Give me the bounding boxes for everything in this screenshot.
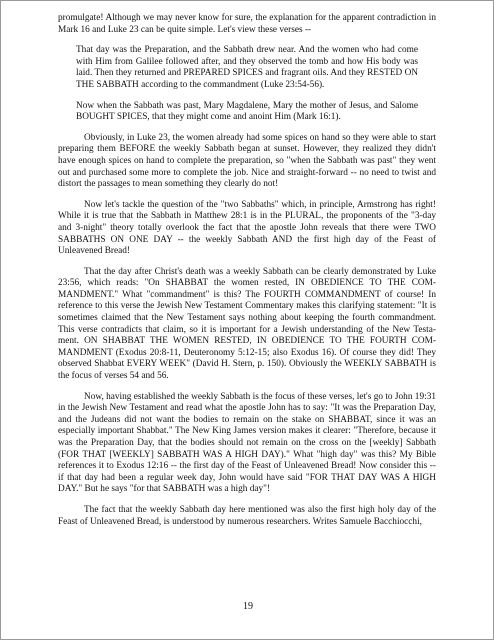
block-quote-luke: That day was the Preparation, and the Sabbath drew near. And the women who had come with Him from Galilee followed after, and they observed the tomb and how His body was laid. Then they returned and PREPARED SPICES and fragrant oils. And they RESTED ON THE SABBATH according to the commandment (Luke 23:54-56). — [76, 45, 418, 90]
paragraph-two-sabbaths: Now let's tackle the question of the "two Sabbaths" which, in principle, Armstrong has right! While it is true that the Sabbath in Matthew 28:1 is in the PLURAL, the proponents of the "3-day and 3-night" theory totally overlook the fact that the apostle John reveals that there were TWO SABBATHS ON ONE DAY -- the weekly Sabbath AND the first high day of the Feast of Unleavened Bread! — [58, 199, 436, 257]
block-quote-mark: Now when the Sabbath was past, Mary Magdalene, Mary the mother of Jesus, and Salome BOUGHT SPICES, that they might come and anoint Him (Mark 16:1). — [76, 100, 418, 123]
paragraph-spices: Obviously, in Luke 23, the women already had some spices on hand so they were able to start preparing them BEFORE the weekly Sabbath began at sunset. However, they realized they didn't have enough spices on hand to complete the preparation, so "when the Sabbath was past" they went out and purchased some more to complete the job. Nice and straight-forward -- no need to twist and distort the passages to mean something they clearly do not! — [58, 132, 436, 190]
page-body — [58, 13, 436, 528]
paragraph-high-holy-day: The fact that the weekly Sabbath day here mentioned was also the first high holy day of the Feast of Unleavened Bread, is understood by numerous researchers. Writes Samuele Bacchiocchi, — [58, 504, 436, 527]
paragraph-weekly-sabbath: That the day after Christ's death was a weekly Sabbath can be clearly demonstrated by Luke 23:56, which reads: "On SHABBAT the women rested, IN OBEDIENCE TO THE COM-MANDMENT." What "commandment" is this? The FOURTH COMMANDMENT of course! In reference to this verse the Jewish New Testament Commentary makes this clarifying statement: "It is sometimes claimed that the New Testament says nothing about keeping the fourth commandment. This verse contradicts that claim, so it is important for a Jewish understanding of the New Testa-ment. ON SHABBAT THE WOMEN RESTED, IN OBEDIENCE TO THE FOURTH COM-MANDMENT (Exodus 20:8-11, Deuteronomy 5:12-15; also Exodus 16). Of course they did! They observed Shabbat EVERY WEEK" (David H. Stern, p. 150). Obviously the WEEKLY SABBATH is the focus of verses 54 and 56. — [58, 266, 436, 382]
paragraph-john-19-31: Now, having established the weekly Sabbath is the focus of these verses, let's go to John 19:31 in the Jewish New Testament and read what the apostle John has to say: "It was the Preparation Day, and the Judeans did not want the bodies to remain on the stake on SHABBAT, since it was an especially important Shabbat." The New King James version makes it clearer: "Therefore, because it was the Preparation Day, that the bodies should not remain on the cross on the [weekly] Sabbath (FOR THAT [WEEKLY] SABBATH WAS A HIGH DAY)." What "high day" was this? My Bible references it to Exodus 12:16 -- the first day of the Feast of Unleavened Bread! Now consider this -- if that day had been a regular week day, John would have said "FOR THAT DAY WAS A HIGH DAY." But he says "for that SABBATH was a high day"! — [58, 391, 436, 495]
paragraph-continuation: promulgate! Although we may never know for sure, the explanation for the apparent contradiction in Mark 16 and Luke 23 can be quite simple. Let's view these verses -- — [58, 13, 436, 35]
page-number: 19 — [243, 601, 253, 612]
